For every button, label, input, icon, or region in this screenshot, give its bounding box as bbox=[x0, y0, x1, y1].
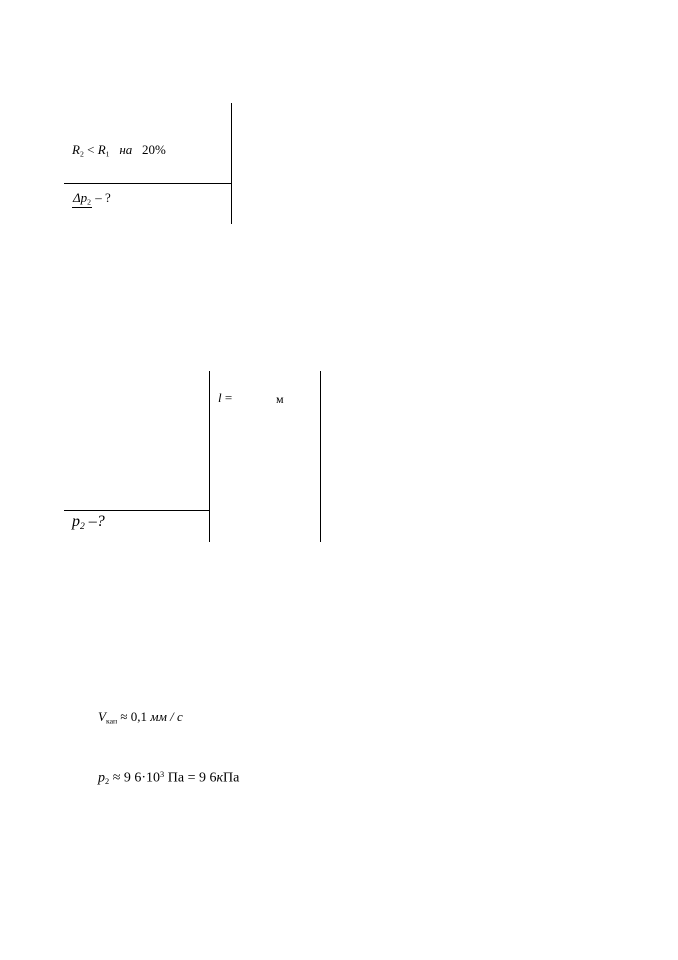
pressure-drop-numerator bbox=[72, 190, 92, 208]
less-than-sign: < bbox=[87, 142, 95, 157]
given-table-2-divider-left bbox=[209, 371, 210, 542]
approx-sign: ≈ bbox=[120, 709, 128, 724]
equals-sign: = bbox=[187, 770, 196, 786]
given-table-1-divider-horizontal bbox=[64, 183, 231, 184]
delta-p-symbol: Δp bbox=[73, 190, 88, 205]
pressure-subscript: 2 bbox=[105, 777, 110, 787]
pressure-symbol: p bbox=[98, 770, 105, 786]
condition-word: на bbox=[119, 142, 133, 157]
approx-sign: ≈ bbox=[112, 770, 121, 786]
p2-symbol: p bbox=[72, 513, 80, 530]
capillary-velocity-result bbox=[98, 709, 183, 725]
equals-sign: = bbox=[224, 390, 233, 405]
length-unit: м bbox=[276, 392, 284, 406]
unknown-question-mark: – ? bbox=[95, 190, 111, 205]
pressure-unknown bbox=[72, 513, 105, 532]
r2-symbol: R bbox=[72, 142, 80, 157]
condition-percent: 20% bbox=[142, 142, 166, 157]
pressure-result bbox=[98, 770, 239, 787]
pressure-unit-kpa: Па bbox=[223, 770, 240, 786]
kilo-prefix: к bbox=[216, 770, 224, 786]
given-table-2-divider-horizontal bbox=[64, 510, 209, 511]
velocity-subscript: кап bbox=[105, 716, 118, 726]
radius-condition bbox=[72, 142, 166, 158]
velocity-unit: мм / с bbox=[150, 709, 183, 724]
p2-subscript: 2 bbox=[80, 520, 85, 532]
pressure-value-kpa: 9 6 bbox=[198, 770, 217, 786]
given-table-1-divider-vertical bbox=[231, 103, 232, 224]
length-symbol: l bbox=[218, 390, 222, 405]
r1-symbol: R bbox=[97, 142, 106, 157]
length-given bbox=[218, 390, 232, 406]
unknown-question-mark: –? bbox=[88, 513, 105, 530]
velocity-value: 0,1 bbox=[130, 709, 148, 724]
delta-p-subscript: 2 bbox=[87, 197, 92, 207]
pressure-mantissa: 9 6·10 bbox=[123, 770, 161, 786]
r1-subscript: 1 bbox=[105, 149, 110, 159]
pressure-unit-pa: Па bbox=[167, 770, 185, 786]
velocity-symbol: V bbox=[98, 709, 106, 724]
pressure-exponent: 3 bbox=[160, 770, 165, 779]
given-table-2-divider-right bbox=[320, 371, 321, 542]
r2-subscript: 2 bbox=[79, 149, 84, 159]
pressure-drop-unknown bbox=[72, 190, 111, 208]
